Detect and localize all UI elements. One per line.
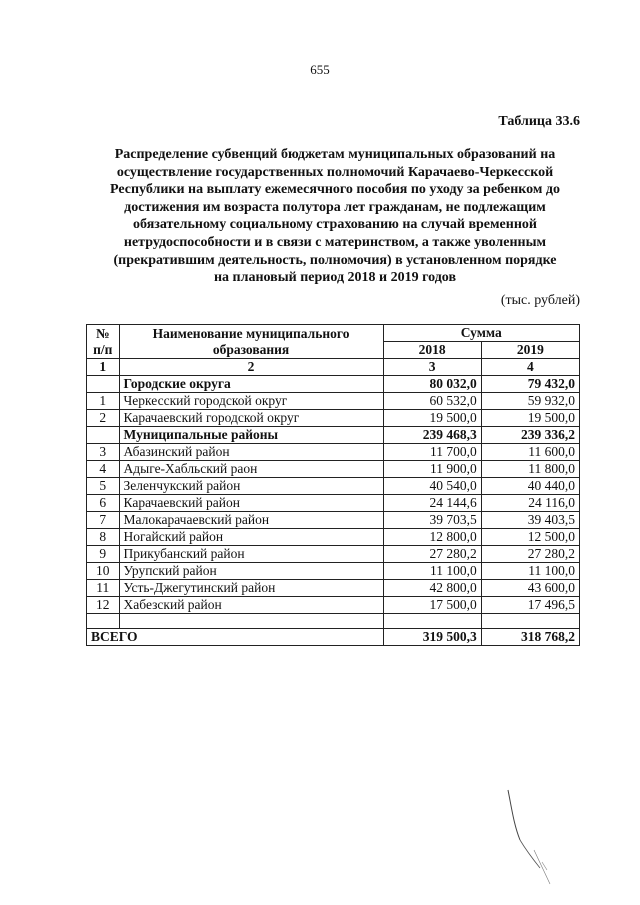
row-value-2019: 24 116,0 [481, 495, 579, 512]
table-row [87, 410, 580, 427]
row-value-2018: 19 500,0 [383, 410, 481, 427]
title-line: осуществление государственных полномочий Карачаево-Черкесской [116, 164, 554, 180]
spacer-cell [383, 614, 481, 629]
row-value-2019: 11 800,0 [481, 461, 579, 478]
row-value-2018: 60 532,0 [383, 393, 481, 410]
row-value-2019: 59 932,0 [481, 393, 579, 410]
table-header-row [87, 325, 580, 342]
row-value-2018: 24 144,6 [383, 495, 481, 512]
row-value-2019: 12 500,0 [481, 529, 579, 546]
header-sum: Сумма [383, 325, 579, 342]
row-value-2018: 11 700,0 [383, 444, 481, 461]
title-line: обязательному социальному страхованию на случай временной [133, 217, 537, 233]
column-number: 4 [481, 359, 579, 376]
table-row [87, 444, 580, 461]
row-name: Усть-Джегутинский район [119, 580, 383, 597]
spacer-row [87, 614, 580, 629]
row-value-2019: 39 403,5 [481, 512, 579, 529]
row-num: 11 [87, 580, 120, 597]
total-value-2018: 319 500,3 [383, 629, 481, 646]
row-value-2019: 19 500,0 [481, 410, 579, 427]
row-num: 9 [87, 546, 120, 563]
group-value-2018: 239 468,3 [383, 427, 481, 444]
total-label: ВСЕГО [87, 629, 384, 646]
group-row-districts [87, 427, 580, 444]
subvention-table [86, 324, 580, 646]
title-line: Республики на выплату ежемесячного пособия по уходу за ребенком до [109, 182, 561, 198]
row-value-2019: 11 600,0 [481, 444, 579, 461]
group-value-2018: 80 032,0 [383, 376, 481, 393]
row-name: Абазинский район [119, 444, 383, 461]
table-row [87, 580, 580, 597]
total-row [87, 629, 580, 646]
group-name: Муниципальные районы [119, 427, 383, 444]
row-value-2018: 42 800,0 [383, 580, 481, 597]
row-num: 1 [87, 393, 120, 410]
row-num: 5 [87, 478, 120, 495]
row-name: Малокарачаевский район [119, 512, 383, 529]
row-name: Зеленчукский район [119, 478, 383, 495]
row-value-2018: 11 900,0 [383, 461, 481, 478]
table-label: Таблица 33.6 [498, 114, 580, 129]
row-value-2019: 40 440,0 [481, 478, 579, 495]
pen-mark-signature [490, 780, 560, 890]
spacer-cell [87, 614, 120, 629]
row-value-2019: 27 280,2 [481, 546, 579, 563]
group-value-2019: 239 336,2 [481, 427, 579, 444]
row-num: 3 [87, 444, 120, 461]
row-value-2018: 39 703,5 [383, 512, 481, 529]
row-num: 6 [87, 495, 120, 512]
title-line: достижения им возраста полутора лет гражданам, не подлежащим [124, 199, 546, 215]
row-value-2018: 17 500,0 [383, 597, 481, 614]
page-number: 655 [310, 62, 330, 77]
row-value-2018: 40 540,0 [383, 478, 481, 495]
group-name: Городские округа [119, 376, 383, 393]
table-row [87, 478, 580, 495]
table-row [87, 529, 580, 546]
row-num: 2 [87, 410, 120, 427]
group-row-urban [87, 376, 580, 393]
group-num [87, 376, 120, 393]
table-row [87, 495, 580, 512]
header-name: Наименование муниципального образования [119, 325, 383, 359]
row-name: Адыге-Хабльский раон [119, 461, 383, 478]
row-num: 12 [87, 597, 120, 614]
row-name: Карачаевский городской округ [119, 410, 383, 427]
group-num [87, 427, 120, 444]
row-name: Прикубанский район [119, 546, 383, 563]
table-row [87, 512, 580, 529]
title-line: Распределение субвенций бюджетам муниципальных образований на [114, 147, 556, 162]
spacer-cell [119, 614, 383, 629]
row-num: 4 [87, 461, 120, 478]
table-row [87, 461, 580, 478]
header-year-2019: 2019 [481, 342, 579, 359]
row-num: 8 [87, 529, 120, 546]
row-num: 7 [87, 512, 120, 529]
title-line: (прекратившим деятельность, полномочия) в установленном порядке [113, 252, 557, 268]
units-note: (тыс. рублей) [500, 293, 580, 308]
row-value-2019: 43 600,0 [481, 580, 579, 597]
column-number: 2 [119, 359, 383, 376]
column-numbers-row [87, 359, 580, 376]
header-year-2018: 2018 [383, 342, 481, 359]
title-line: на плановый период 2018 и 2019 годов [213, 270, 457, 286]
row-value-2019: 11 100,0 [481, 563, 579, 580]
table-row [87, 393, 580, 410]
table-row [87, 546, 580, 563]
table-row [87, 563, 580, 580]
column-number: 1 [87, 359, 120, 376]
title-line: нетрудоспособности и в связи с материнством, а также уволенным [123, 234, 547, 250]
row-name: Черкесский городской округ [119, 393, 383, 410]
total-value-2019: 318 768,2 [481, 629, 579, 646]
row-name: Урупский район [119, 563, 383, 580]
group-value-2019: 79 432,0 [481, 376, 579, 393]
row-name: Ногайский район [119, 529, 383, 546]
row-value-2018: 12 800,0 [383, 529, 481, 546]
row-value-2018: 27 280,2 [383, 546, 481, 563]
row-name: Хабезский район [119, 597, 383, 614]
header-num: № п/п [87, 325, 120, 359]
row-num: 10 [87, 563, 120, 580]
row-value-2018: 11 100,0 [383, 563, 481, 580]
row-name: Карачаевский район [119, 495, 383, 512]
table-row [87, 597, 580, 614]
row-value-2019: 17 496,5 [481, 597, 579, 614]
column-number: 3 [383, 359, 481, 376]
document-title [92, 146, 578, 287]
spacer-cell [481, 614, 579, 629]
